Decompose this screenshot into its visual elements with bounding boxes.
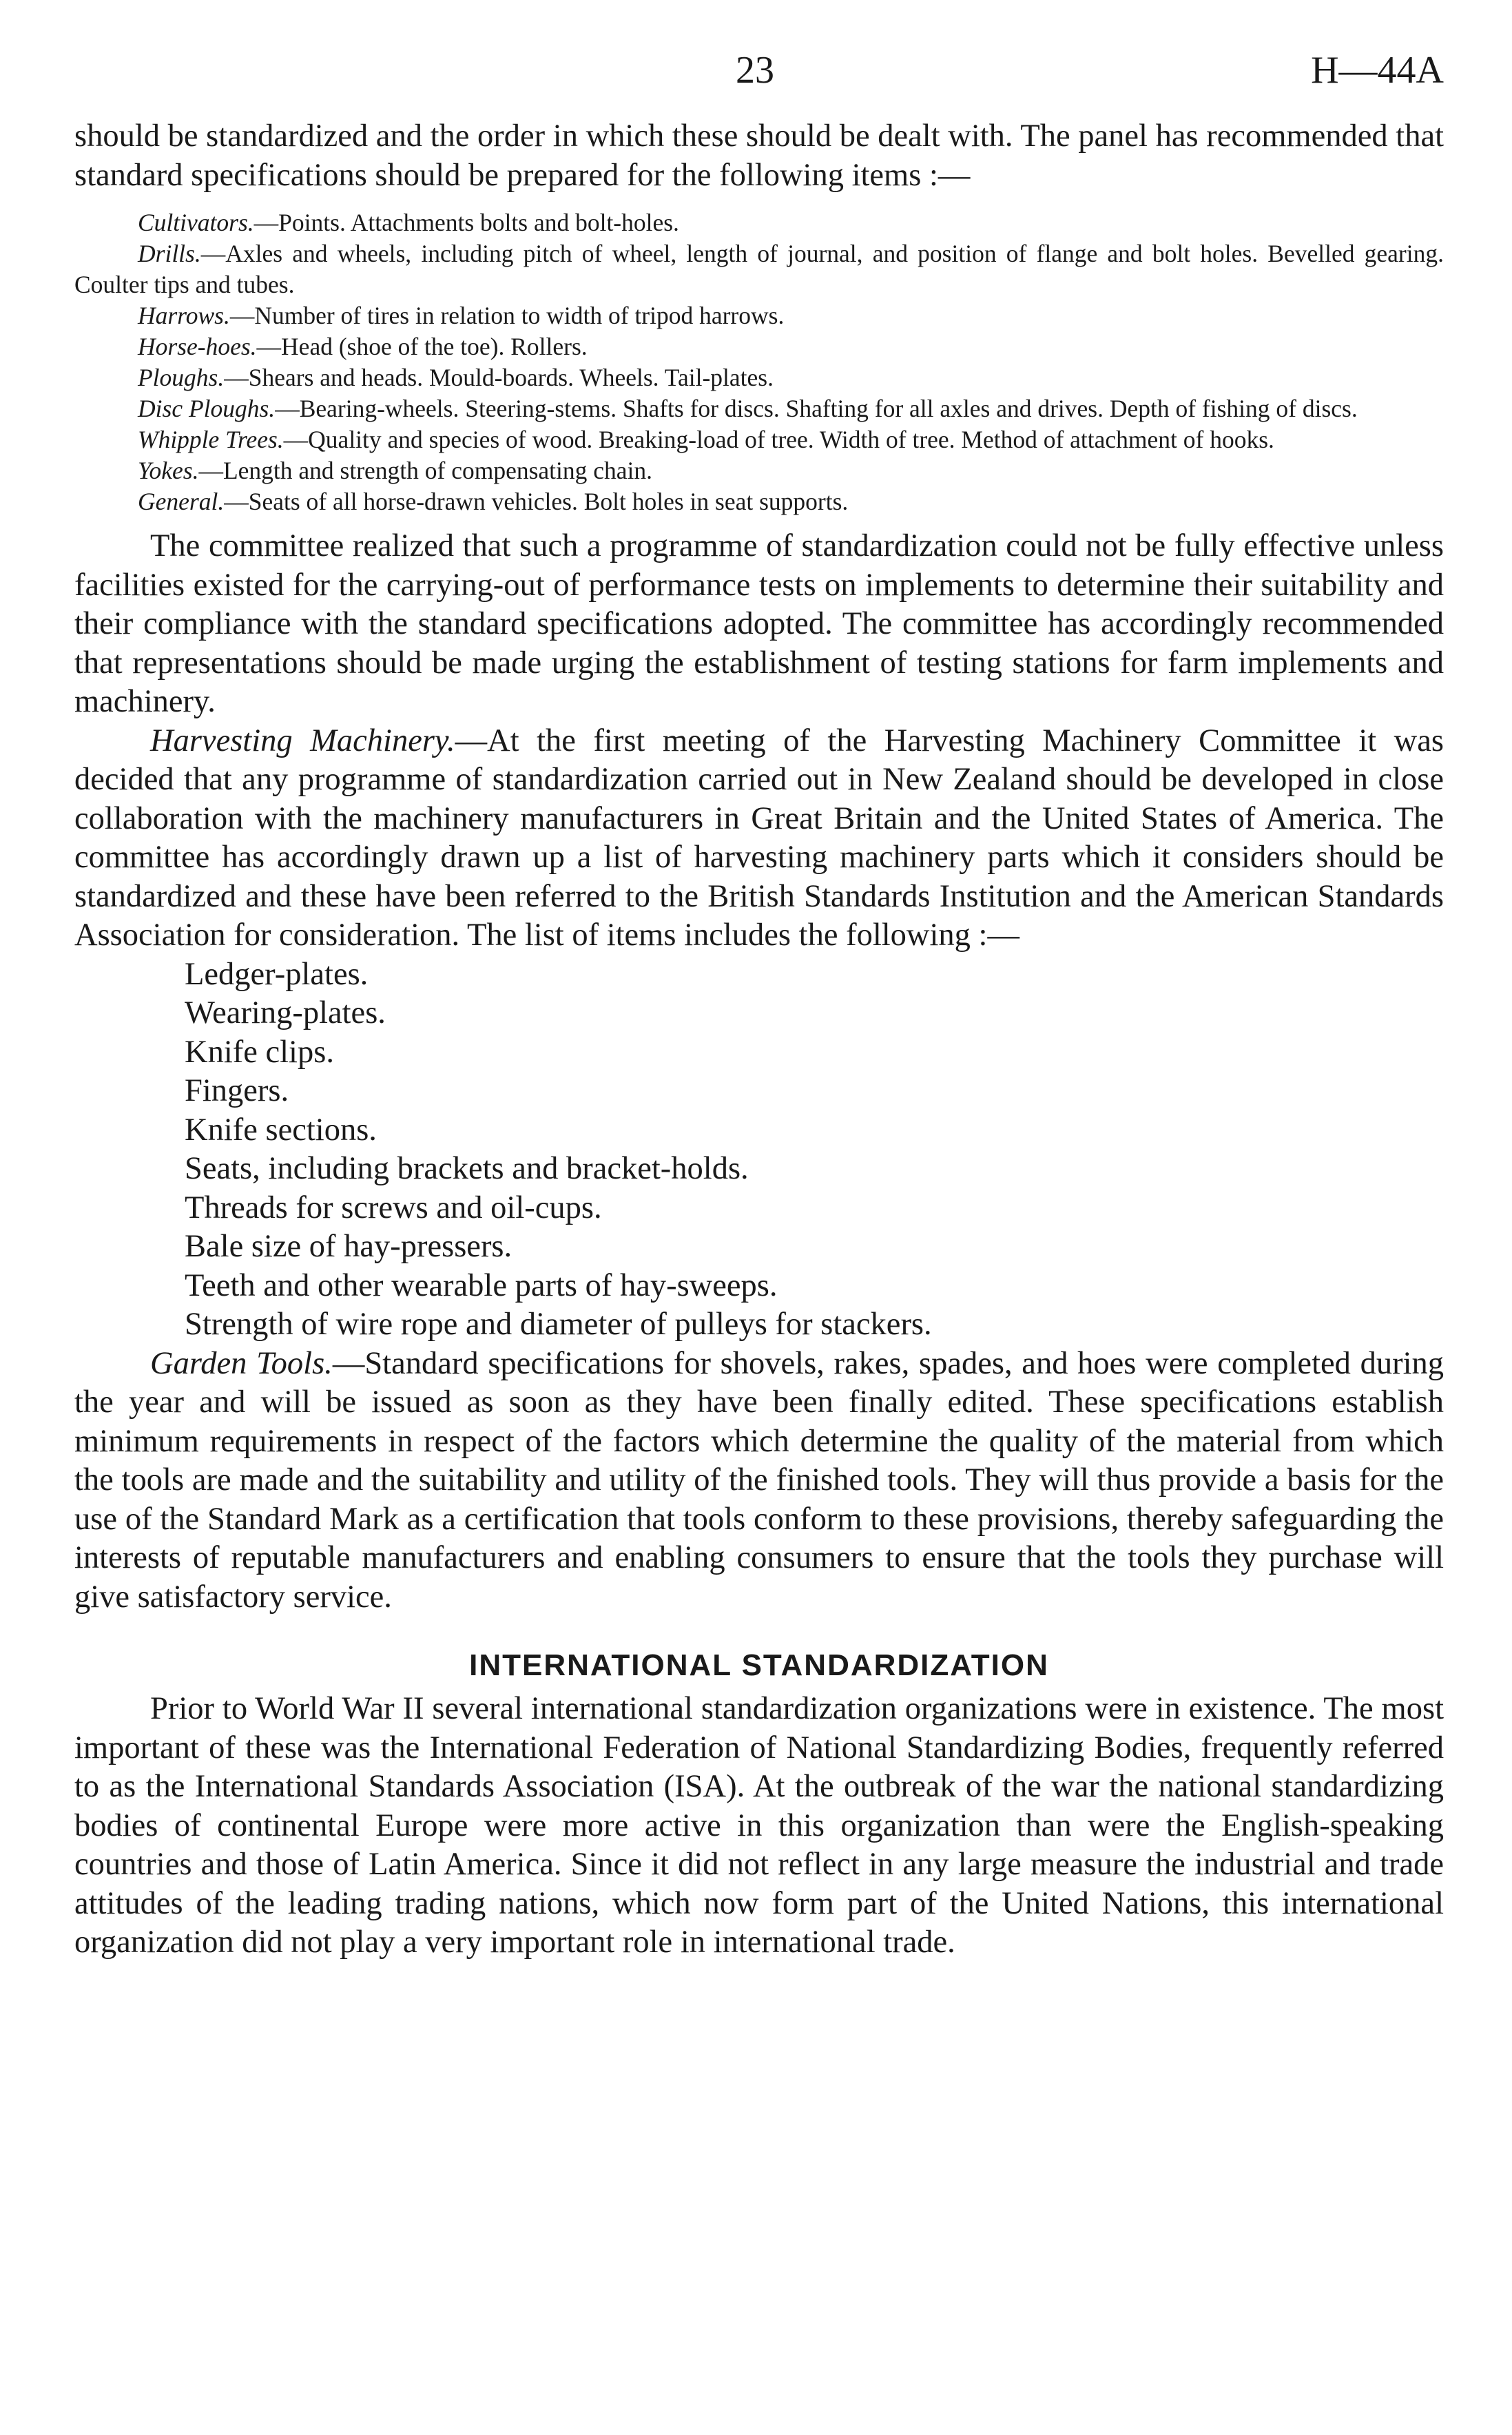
- implement-item: [74, 300, 1444, 331]
- list-item: Fingers.: [185, 1073, 289, 1108]
- list-item: Bale size of hay-pressers.: [185, 1229, 512, 1264]
- implement-item-label: Cultivators.: [138, 209, 254, 236]
- list-item: Ledger-plates.: [185, 956, 369, 992]
- implement-item-label: General.: [138, 488, 225, 515]
- implement-item-label: Disc Ploughs.: [138, 395, 276, 422]
- list-item: Knife clips.: [185, 1034, 334, 1070]
- harvesting-parts-list: [185, 955, 1444, 1345]
- implement-item-label: Yokes.: [138, 457, 199, 484]
- implement-item: [74, 486, 1444, 517]
- implement-item-label: Drills.: [138, 240, 201, 267]
- testing-paragraph: The committee realized that such a programme of standardization could not be fully effective unless facilities existed for the carrying-out of performance tests on implements to determine their suitability and their compliance with the standard specifications adopted. The committee has accordingly recommended that representations should be made urging the establishment of testing stations for farm implements and machinery.: [74, 528, 1444, 719]
- harvesting-label: Harvesting Machinery.: [150, 723, 455, 758]
- implement-item: [74, 455, 1444, 486]
- list-item: Teeth and other wearable parts of hay-sweeps.: [185, 1267, 778, 1303]
- garden-tools-label: Garden Tools.: [150, 1345, 333, 1381]
- implement-item-text: —Bearing-wheels. Steering-stems. Shafts for discs. Shafting for all axles and drives. Depth of fishing of discs.: [275, 395, 1358, 422]
- list-item: Knife sections.: [185, 1112, 377, 1148]
- implement-item-text: —Seats of all horse-drawn vehicles. Bolt holes in seat supports.: [224, 488, 849, 515]
- list-item: Strength of wire rope and diameter of pulleys for stackers.: [185, 1307, 932, 1342]
- implement-item-text: —Shears and heads. Mould-boards. Wheels. Tail-plates.: [224, 364, 774, 391]
- implement-item-text: —Length and strength of compensating chain.: [198, 457, 653, 484]
- implement-item: [74, 362, 1444, 393]
- garden-tools-paragraph: [74, 1345, 1444, 1617]
- implement-item-text: —Number of tires in relation to width of tripod harrows.: [229, 302, 785, 329]
- implement-item: [74, 238, 1444, 300]
- implement-item-text: —Axles and wheels, including pitch of wheel, length of journal, and position of flange and bolt holes. Bevelled gearing. Coulter tips and tubes.: [74, 240, 1444, 298]
- implement-item-text: —Points. Attachments bolts and bolt-holes.: [253, 209, 679, 236]
- implement-item: [74, 393, 1444, 424]
- garden-tools-text: —Standard specifications for shovels, rakes, spades, and hoes were completed during the year and will be issued as soon as they have been finally edited. These specifications establish minimum requirements in respect of the factors which determine the quality of the material from which the tools are made and the suitability and utility of the finished tools. They will thus provide a basis for the use of the Standard Mark as a certification that tools conform to these provisions, thereby safeguarding the interests of reputable manufacturers and enabling consumers to ensure that the tools they purchase will give satisfactory service.: [74, 1345, 1444, 1615]
- list-item: Threads for screws and oil-cups.: [185, 1190, 602, 1225]
- intro-paragraph: should be standardized and the order in which these should be dealt with. The panel has recommended that standard specifications should be prepared for the following items :—: [74, 118, 1444, 193]
- list-item: Wearing-plates.: [185, 995, 386, 1030]
- page-number: 23: [736, 49, 774, 92]
- harvesting-text: —At the first meeting of the Harvesting Machinery Committee it was decided that any programme of standardization carried out in New Zealand should be developed in close collaboration with the machinery manufacturers in Great Britain and the United States of America. The committee has accordingly drawn up a list of harvesting machinery parts which it considers should be standardized and these have been referred to the British Standards Institution and the American Standards Association for consideration. The list of items includes the following :—: [74, 723, 1444, 953]
- section-heading: INTERNATIONAL STANDARDIZATION: [469, 1648, 1049, 1682]
- implement-item-label: Whipple Trees.: [138, 426, 284, 453]
- implement-item-text: —Head (shoe of the toe). Rollers.: [256, 333, 588, 360]
- implement-item: [74, 207, 1444, 238]
- implement-item: [74, 424, 1444, 455]
- harvesting-paragraph: [74, 722, 1444, 955]
- international-paragraph: Prior to World War II several international standardization organizations were in existence. The most important of these was the International Federation of National Standardizing Bodies, frequently referred to as the International Standards Association (ISA). At the outbreak of the war the national standardizing bodies of continental Europe were more active in this organization than were the English-speaking countries and those of Latin America. Since it did not reflect in any large measure the industrial and trade attitudes of the leading trading nations, which now form part of the United Nations, this international organization did not play a very important role in international trade.: [74, 1691, 1444, 1960]
- document-page: [74, 41, 1444, 1962]
- page-header: [74, 41, 1444, 117]
- document-reference: H—44A: [1311, 49, 1444, 92]
- implement-item-label: Ploughs.: [138, 364, 225, 391]
- implement-item-text: —Quality and species of wood. Breaking-load of tree. Width of tree. Method of attachment of hooks.: [283, 426, 1274, 453]
- implement-item: [74, 331, 1444, 362]
- implement-item-label: Horse-hoes.: [138, 333, 257, 360]
- list-item: Seats, including brackets and bracket-holds.: [185, 1151, 749, 1186]
- implement-item-label: Harrows.: [138, 302, 230, 329]
- implement-items-list: [74, 207, 1444, 517]
